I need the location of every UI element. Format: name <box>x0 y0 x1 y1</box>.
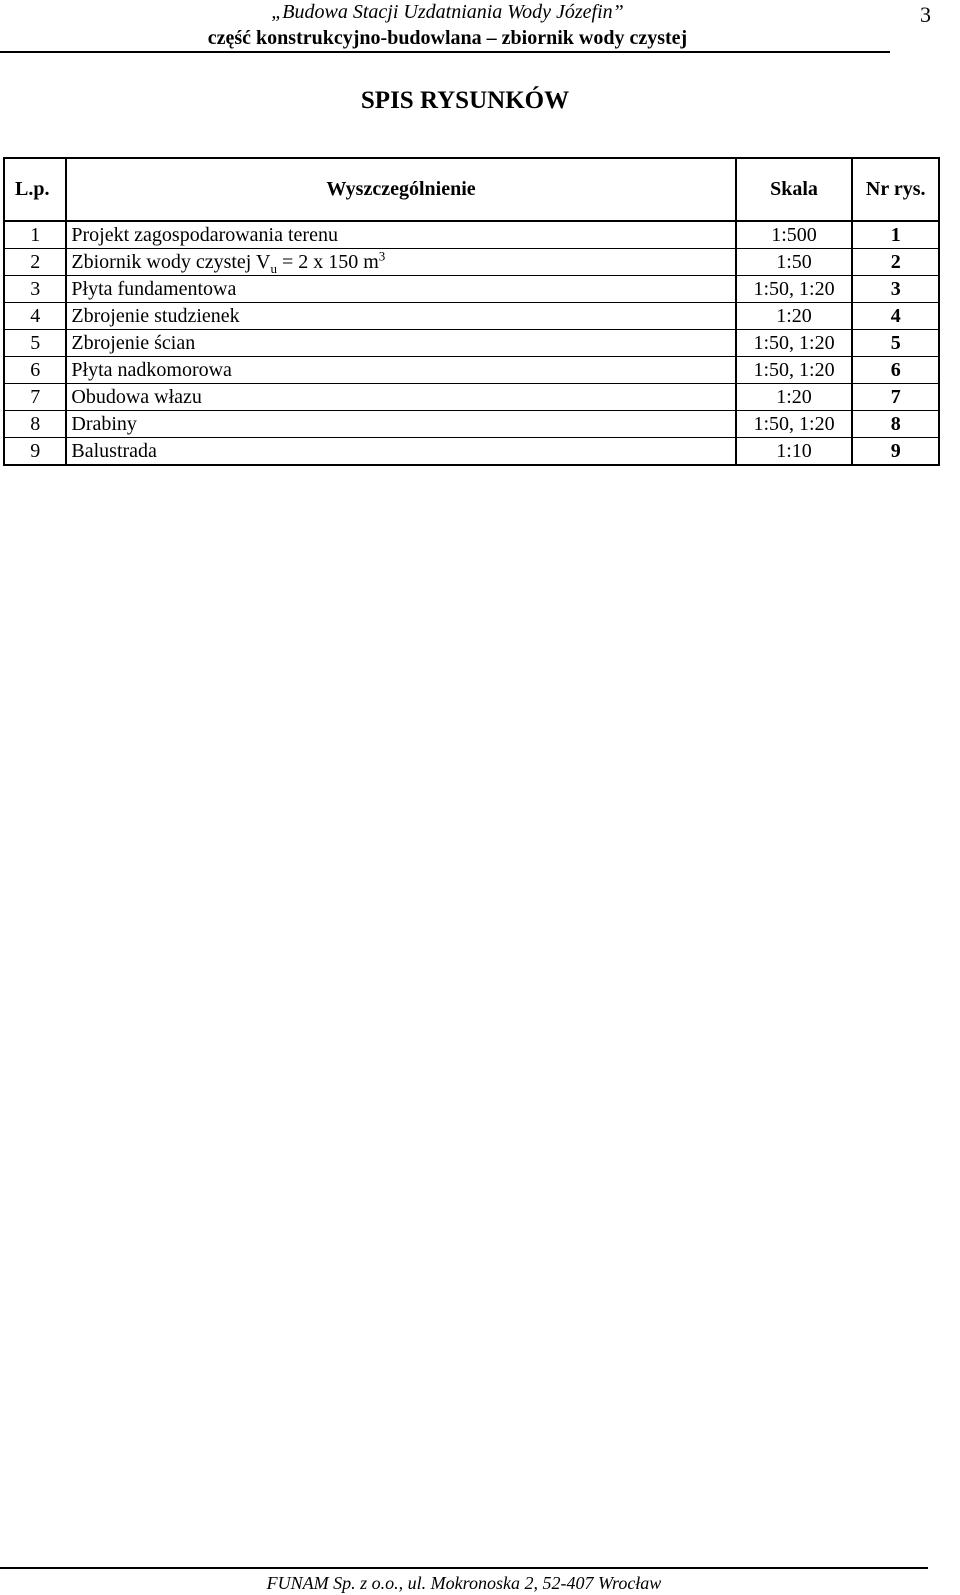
row-scale: 1:20 <box>736 303 853 330</box>
row-description: Zbrojenie ścian <box>66 330 735 357</box>
table-row <box>4 384 939 411</box>
table-row <box>4 438 939 466</box>
table-row <box>4 249 939 276</box>
row-description-text-cont: = 2 x 150 m <box>276 251 379 273</box>
column-header-lp: L.p. <box>4 158 66 221</box>
column-header-number: Nr rys. <box>852 158 939 221</box>
column-header-description: Wyszczególnienie <box>66 158 735 221</box>
row-scale: 1:50, 1:20 <box>736 276 853 303</box>
row-description-subscript: u <box>270 261 277 276</box>
row-scale: 1:500 <box>736 221 853 249</box>
row-description <box>66 249 735 276</box>
header-divider <box>0 51 890 53</box>
row-number: 1 <box>852 221 939 249</box>
footer-divider <box>0 1567 928 1569</box>
row-scale: 1:50, 1:20 <box>736 330 853 357</box>
row-description: Balustrada <box>66 438 735 466</box>
document-subtitle: część konstrukcyjno-budowlana – zbiornik wody czystej <box>207 27 688 49</box>
page-number: 3 <box>920 2 931 27</box>
project-title: „Budowa Stacji Uzdatniania Wody Józefin” <box>271 1 624 23</box>
drawings-table <box>3 157 940 466</box>
row-description: Obudowa włazu <box>66 384 735 411</box>
table-row <box>4 276 939 303</box>
row-number: 4 <box>852 303 939 330</box>
footer-company-address: FUNAM Sp. z o.o., ul. Mokronoska 2, 52-407 Wrocław <box>266 1573 662 1593</box>
row-scale: 1:50 <box>736 249 853 276</box>
row-lp: 8 <box>4 411 66 438</box>
row-description-superscript: 3 <box>378 248 386 264</box>
row-number: 9 <box>852 438 939 466</box>
table-row <box>4 221 939 249</box>
row-lp: 9 <box>4 438 66 466</box>
table-row <box>4 357 939 384</box>
row-scale: 1:10 <box>736 438 853 466</box>
row-number: 7 <box>852 384 939 411</box>
row-lp: 7 <box>4 384 66 411</box>
table-row <box>4 411 939 438</box>
row-lp: 4 <box>4 303 66 330</box>
row-description: Płyta fundamentowa <box>66 276 735 303</box>
row-scale: 1:50, 1:20 <box>736 411 853 438</box>
row-description: Zbrojenie studzienek <box>66 303 735 330</box>
row-scale: 1:20 <box>736 384 853 411</box>
table-row <box>4 303 939 330</box>
table-row <box>4 330 939 357</box>
row-number: 5 <box>852 330 939 357</box>
row-description: Projekt zagospodarowania terenu <box>66 221 735 249</box>
row-lp: 1 <box>4 221 66 249</box>
page-title: SPIS RYSUNKÓW <box>360 87 570 114</box>
row-scale: 1:50, 1:20 <box>736 357 853 384</box>
row-number: 8 <box>852 411 939 438</box>
table-header-row <box>4 158 939 221</box>
column-header-scale: Skala <box>736 158 853 221</box>
row-lp: 6 <box>4 357 66 384</box>
row-number: 2 <box>852 249 939 276</box>
row-number: 6 <box>852 357 939 384</box>
row-lp: 3 <box>4 276 66 303</box>
row-lp: 5 <box>4 330 66 357</box>
row-description-text: Zbiornik wody czystej V <box>71 251 271 273</box>
row-number: 3 <box>852 276 939 303</box>
row-lp: 2 <box>4 249 66 276</box>
row-description: Płyta nadkomorowa <box>66 357 735 384</box>
row-description: Drabiny <box>66 411 735 438</box>
